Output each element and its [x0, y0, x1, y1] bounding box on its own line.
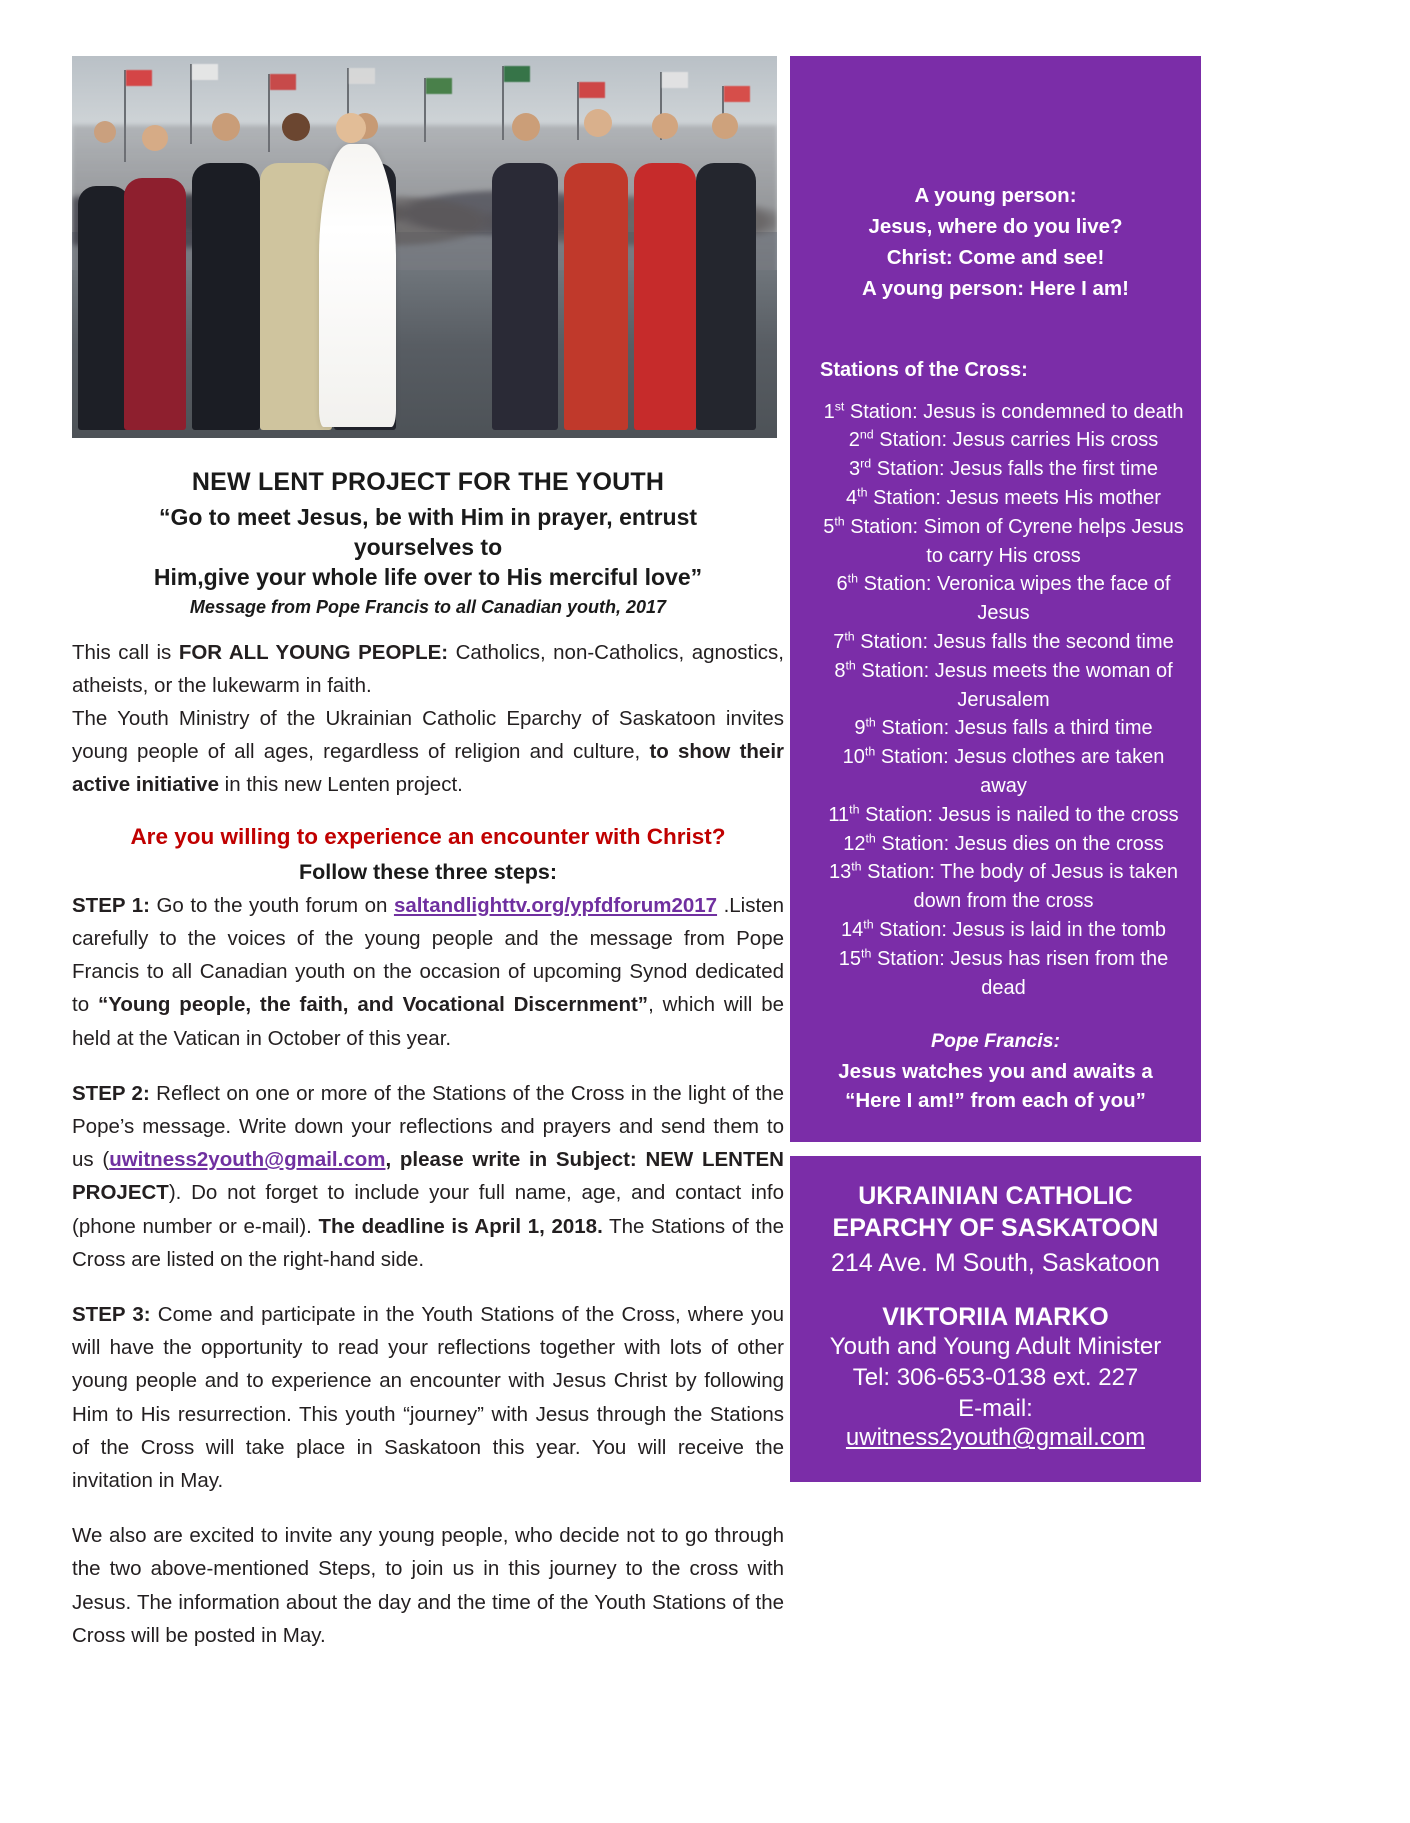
station-item: [820, 426, 1187, 455]
intro-p1-emphasis: FOR ALL YOUNG PEOPLE:: [178, 640, 449, 664]
station-number: 5: [823, 515, 835, 538]
organization-address: 214 Ave. M South, Saskatoon: [831, 1248, 1160, 1277]
station-text: Station: Jesus is condemned to death: [849, 400, 1184, 423]
station-number: 13: [828, 861, 852, 884]
pope-francis-photo: [72, 56, 777, 438]
verse-line-3: Christ: Come and see!: [886, 246, 1105, 270]
station-text: Station: Simon of Cyrene helps Jesus to carry His cross: [850, 515, 1184, 567]
step-2-text-b: ). Do not forget to include your full name, age, and contact info (phone number or e-mail).: [72, 1181, 784, 1238]
pope-quote-line-2: Him,give your whole life over to His merciful love”: [153, 563, 703, 590]
station-item: [820, 398, 1187, 427]
station-text: Station: Jesus dies on the cross: [881, 832, 1164, 855]
station-item: [820, 628, 1187, 657]
organization-name: [800, 1180, 1191, 1245]
station-item: [820, 743, 1187, 801]
quote-source: Message from Pope Francis to all Canadian youth, 2017: [189, 596, 667, 617]
station-number: 4: [846, 487, 858, 510]
station-text: Station: Veronica wipes the face of Jesus: [863, 573, 1171, 625]
follow-steps-heading: Follow these three steps:: [298, 859, 558, 884]
station-ordinal: th: [865, 715, 876, 730]
org-name-line-1: UKRAINIAN CATHOLIC: [858, 1181, 1133, 1210]
pope-quote-heading: [106, 503, 750, 593]
step-2-text-c: The Stations of the Cross are listed on the right-hand side.: [72, 1214, 784, 1271]
org-name-line-2: EPARCHY OF SASKATOON: [832, 1214, 1159, 1243]
intro-p2-emphasis: to show their active initiative: [72, 740, 784, 797]
step-3-paragraph: [72, 1298, 784, 1497]
photo-pope-figure: [319, 144, 397, 427]
station-ordinal: th: [834, 514, 845, 529]
stations-list: [804, 398, 1187, 1003]
station-ordinal: th: [844, 629, 855, 644]
contact-person-role: Youth and Young Adult Minister: [829, 1333, 1162, 1361]
station-item: [820, 484, 1187, 513]
station-item: [820, 455, 1187, 484]
station-item: [820, 945, 1187, 1003]
step-2-label: STEP 2:: [72, 1081, 150, 1105]
station-number: 10: [842, 746, 865, 769]
station-text: Station: Jesus has risen from the dead: [876, 947, 1169, 999]
station-text: Station: Jesus falls the first time: [876, 458, 1158, 481]
station-text: Station: The body of Jesus is taken down from the cross: [867, 861, 1179, 913]
contact-person-name: VIKTORIIA MARKO: [882, 1303, 1109, 1332]
station-number: 6: [836, 573, 848, 596]
step-3-text: Come and participate in the Youth Stations of the Cross, where you will have the opportunity to read your reflections together with lots of other young people and to experience an encounter with Jesus Christ by following Him to His resurrection. This youth “journey” with Jesus through the Stations of the Cross will take place in Saskatoon this year. You will receive the invitation in May.: [72, 1302, 784, 1492]
station-text: Station: Jesus falls the second time: [860, 631, 1174, 653]
verse-line-4: A young person: Here I am!: [862, 277, 1129, 301]
stations-list-heading: Stations of the Cross:: [820, 358, 1028, 381]
call-to-action-heading: Are you willing to experience an encounter with Christ?: [130, 823, 726, 849]
station-number: 3: [849, 458, 861, 481]
verse-line-1: A young person:: [914, 184, 1077, 207]
saltandlight-forum-link[interactable]: saltandlighttv.org/ypfdforum2017: [393, 893, 718, 917]
right-column: [790, 56, 1201, 1482]
step-2-deadline: The deadline is April 1, 2018.: [318, 1214, 603, 1238]
station-number: 9: [854, 717, 866, 740]
station-text: Station: Jesus is nailed to the cross: [865, 803, 1179, 826]
station-ordinal: th: [851, 859, 862, 874]
station-ordinal: th: [849, 802, 860, 817]
step-1-synod-theme: “Young people, the faith, and Vocational Discernment”: [97, 993, 649, 1017]
station-ordinal: th: [865, 830, 876, 845]
station-number: 12: [843, 832, 866, 855]
station-number: 2: [848, 429, 860, 452]
station-text: Station: Jesus meets His mother: [873, 487, 1161, 510]
intro-p2-part-a: The Youth Ministry of the Ukrainian Catholic Eparchy of Saskatoon invites young people of all ages, regardless of religion and culture,: [72, 707, 784, 764]
dialogue-verse: [804, 180, 1187, 305]
station-number: 7: [833, 631, 845, 653]
station-item: [820, 858, 1187, 916]
station-item: [820, 830, 1187, 859]
contact-email-label: E-mail:: [958, 1394, 1033, 1422]
station-ordinal: th: [845, 658, 856, 673]
station-number: 15: [838, 947, 862, 970]
intro-p2-part-c: in this new Lenten project.: [218, 773, 463, 797]
station-number: 1: [823, 400, 835, 423]
station-text: Station: Jesus falls a third time: [881, 717, 1153, 740]
step-1-paragraph: [72, 889, 784, 1055]
left-column: [72, 56, 784, 1652]
contact-email-link[interactable]: uwitness2youth@gmail.com: [845, 1424, 1146, 1452]
station-item: [820, 513, 1187, 571]
contact-telephone: Tel: 306-653-0138 ext. 227: [852, 1363, 1139, 1391]
pope-francis-attribution: Pope Francis:: [931, 1030, 1060, 1053]
intro-paragraph-1: [72, 636, 784, 702]
verse-line-2: Jesus, where do you live?: [868, 215, 1123, 239]
station-number: 8: [834, 659, 846, 682]
stations-panel: [790, 56, 1201, 1142]
station-item: [820, 657, 1187, 715]
station-text: Station: Jesus is laid in the tomb: [879, 918, 1166, 941]
station-ordinal: th: [863, 917, 874, 932]
pope-quote-line-1: “Go to meet Jesus, be with Him in prayer, entrust yourselves to: [158, 504, 698, 560]
station-number: 14: [841, 918, 864, 941]
station-ordinal: nd: [859, 427, 874, 442]
station-item: [820, 714, 1187, 743]
station-number: 11: [828, 803, 850, 826]
contact-panel: [790, 1156, 1201, 1483]
intro-p1-part-a: This call is: [72, 640, 179, 664]
step-1-text-b: .Listen carefully to the voices of the young people and the message from Pope Francis to all Canadian youth on the occasion of upcoming Synod dedicated to: [72, 893, 784, 1017]
station-ordinal: st: [834, 398, 845, 413]
pope-francis-sidebar-quote: Jesus watches you and awaits a “Here I am!” from each of you”: [838, 1060, 1153, 1113]
station-text: Station: Jesus clothes are taken away: [880, 746, 1165, 797]
station-text: Station: Jesus meets the woman of Jerusalem: [861, 659, 1173, 711]
station-ordinal: th: [847, 571, 859, 586]
station-ordinal: th: [857, 485, 868, 500]
page-title: NEW LENT PROJECT FOR THE YOUTH: [191, 468, 665, 496]
step-2-paragraph: [72, 1077, 784, 1276]
step-2-subject-instruction: , please write in Subject: NEW LENTEN PROJECT: [72, 1148, 784, 1205]
station-text: Station: Jesus carries His cross: [879, 429, 1159, 452]
step-1-label: STEP 1:: [72, 893, 150, 917]
step-1-text-c: , which will be held at the Vatican in October of this year.: [72, 993, 784, 1050]
step-1-text-a: Go to the youth forum on: [149, 893, 394, 917]
step-3-label: STEP 3:: [72, 1302, 151, 1326]
closing-paragraph: We also are excited to invite any young people, who decide not to go through the two above-mentioned Steps, to join us in this journey to the cross with Jesus. The information about the day and the time of the Youth Stations of the Cross will be posted in May.: [72, 1524, 784, 1647]
station-item: [820, 916, 1187, 945]
email-link-body[interactable]: uwitness2youth@gmail.com: [109, 1148, 386, 1172]
station-item: [820, 570, 1187, 628]
station-ordinal: th: [861, 946, 872, 961]
intro-paragraph-2: [72, 702, 784, 802]
intro-p1-part-c: Catholics, non-Catholics, agnostics, atheists, or the lukewarm in faith.: [72, 640, 784, 697]
station-ordinal: rd: [860, 456, 872, 471]
station-item: [820, 801, 1187, 830]
step-2-text-a: Reflect on one or more of the Stations of the Cross in the light of the Pope’s message. Write down your reflections and prayers and send them to us (: [72, 1081, 784, 1172]
station-ordinal: th: [864, 744, 876, 759]
